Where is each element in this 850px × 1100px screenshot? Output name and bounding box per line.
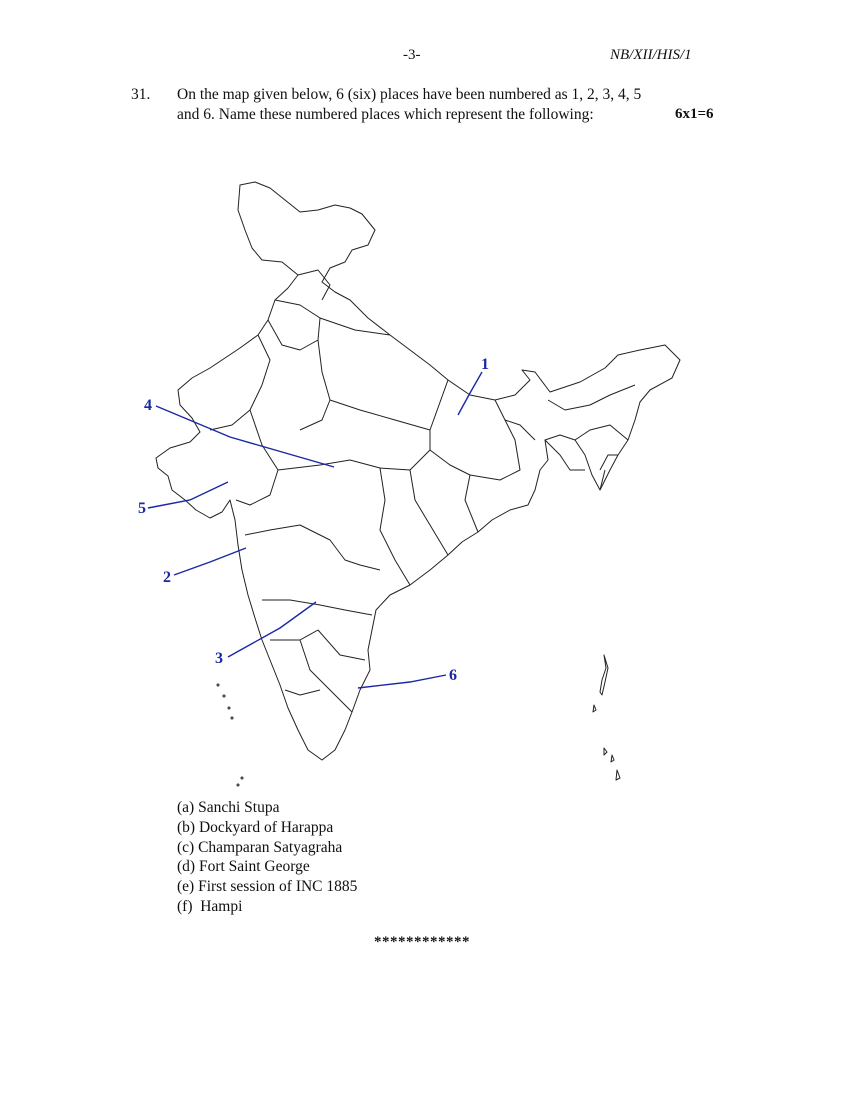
mainland-outline: [156, 182, 680, 760]
option-c: (c) Champaran Satyagraha: [177, 838, 343, 856]
question-text-line-2: and 6. Name these numbered places which represent the following:: [177, 106, 594, 123]
map-marker-labels: [138, 356, 489, 684]
option-e: (e) First session of INC 1885: [177, 878, 358, 896]
marker-2-line: [174, 548, 246, 575]
map-outline: [156, 182, 680, 786]
marker-5-label: 5: [138, 500, 146, 517]
end-separator: ************: [374, 934, 470, 950]
option-f: (f) Hampi: [177, 897, 243, 915]
lakshadweep-islands: [217, 684, 243, 786]
option-d: (d) Fort Saint George: [177, 858, 310, 876]
option-b: (b) Dockyard of Harappa: [177, 818, 334, 836]
state-boundaries: [210, 270, 635, 712]
page-number: -3-: [403, 47, 421, 63]
india-outline-map: [130, 165, 710, 795]
map-svg: [130, 165, 710, 795]
map-markers: [148, 372, 482, 688]
marker-6-label: 6: [449, 667, 457, 684]
marker-4-label: 4: [144, 397, 152, 414]
marker-6-line: [358, 675, 446, 688]
question-marks: 6x1=6: [675, 106, 714, 122]
marker-1-label: 1: [481, 356, 489, 373]
paper-code: NB/XII/HIS/1: [610, 47, 692, 63]
answer-options-list: [177, 798, 357, 917]
marker-5-line: [148, 482, 228, 508]
andaman-nicobar-islands: [593, 655, 620, 780]
marker-3-label: 3: [215, 650, 223, 667]
marker-1-line: [458, 372, 482, 415]
question-number: 31.: [131, 86, 151, 103]
question-text-line-1: On the map given below, 6 (six) places have been numbered as 1, 2, 3, 4, 5: [177, 86, 642, 103]
option-a: (a) Sanchi Stupa: [177, 799, 280, 816]
marker-4-line: [156, 406, 334, 467]
marker-2-label: 2: [163, 569, 171, 586]
